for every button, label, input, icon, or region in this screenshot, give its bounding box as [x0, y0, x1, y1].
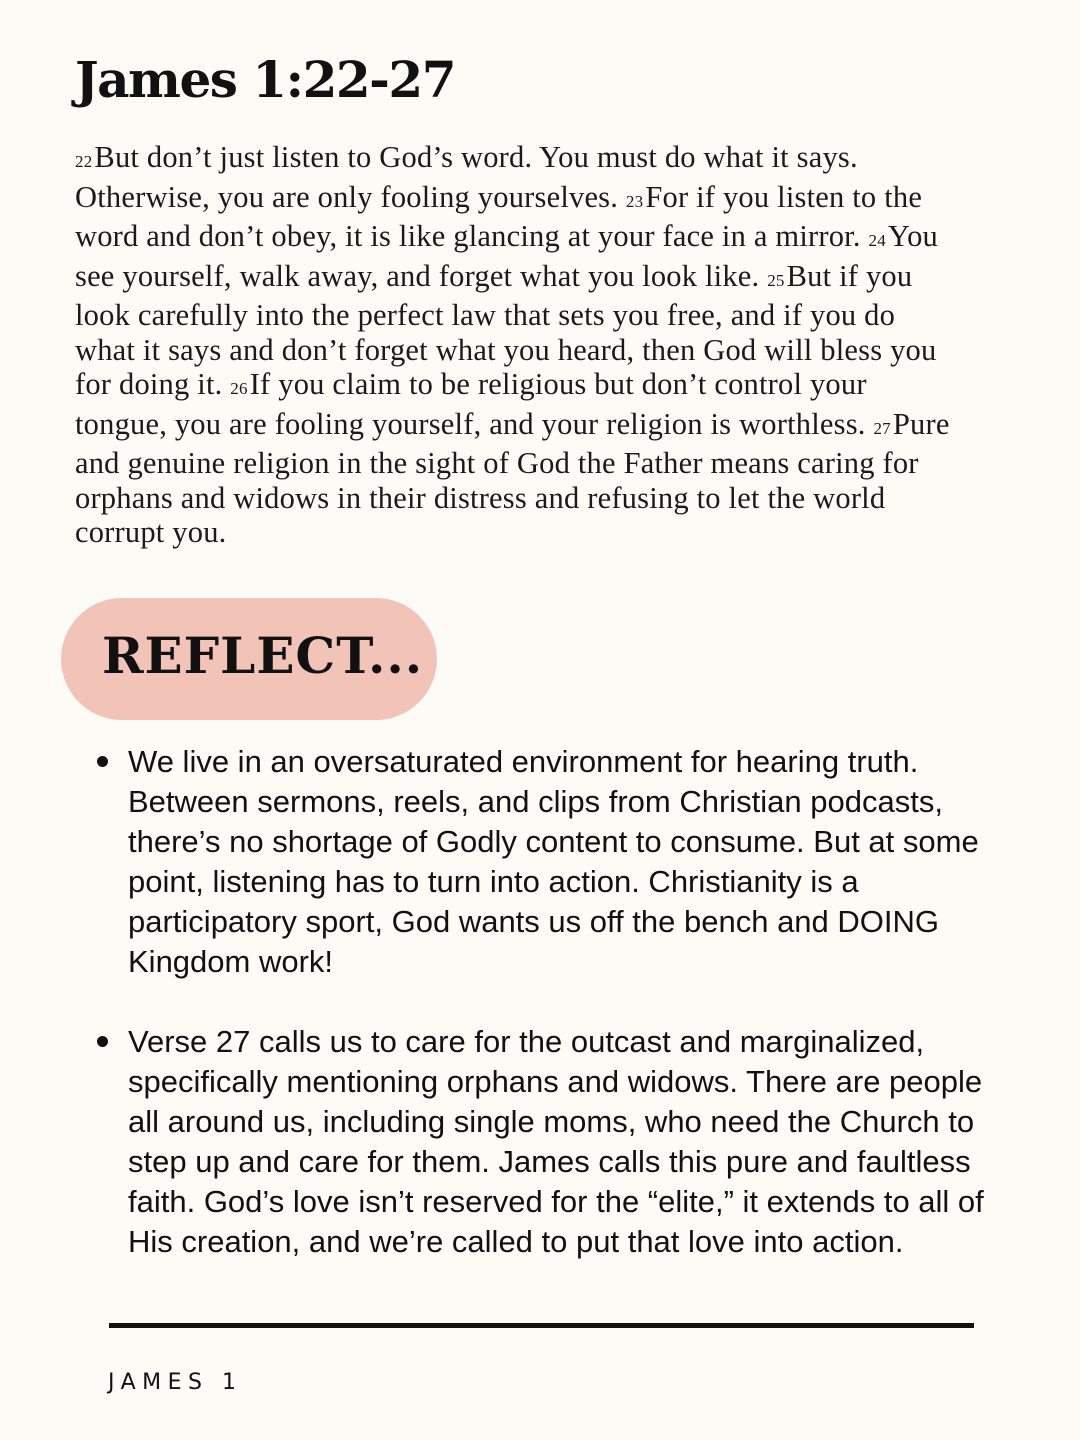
- footer-label: JAMES 1: [108, 1370, 243, 1395]
- verse-number: 24: [868, 231, 886, 250]
- bullet-icon: [97, 756, 108, 767]
- verse-number: 26: [230, 379, 248, 398]
- verse-number: 23: [625, 191, 644, 211]
- scripture-passage: [75, 140, 955, 550]
- reflection-text: We live in an oversaturated environment for hearing truth. Between sermons, reels, and clips from Christian podcasts, there’s no shortage of Godly content to consume. But at some point, listening has to turn into action. Christianity is a participatory sport, God wants us off the bench and DOING Kingdom work!: [128, 744, 979, 979]
- reflection-text: Verse 27 calls us to care for the outcast and marginalized, specifically mentioning orphans and widows. There are people all around us, including single moms, who need the Church to step up and care for them. James calls this pure and faultless faith. God’s love isn’t reserved for the “elite,” it extends to all of His creation, and we’re called to put that love into action.: [128, 1024, 984, 1259]
- reflect-heading: REFLECT...: [102, 626, 424, 685]
- verse-number: 25: [767, 270, 785, 290]
- verse-text: If you claim to be religious but don’t control your tongue, you are fooling yourself, and your religion is worthless.: [75, 367, 867, 441]
- verse-text: For if you listen to the word and don’t obey, it is like glancing at your face in a mirror.: [75, 179, 923, 253]
- page-title: James 1:22-27: [75, 50, 455, 109]
- list-item: [90, 1022, 1020, 1262]
- verse-number: 27: [873, 418, 891, 438]
- verse-text: Pure and genuine religion in the sight of God the Father means caring for orphans and widows in their distress and refusing to let the world corrupt you.: [75, 406, 950, 549]
- verse-number: 22: [75, 152, 93, 171]
- reflection-list: [90, 742, 1020, 1302]
- bullet-icon: [97, 1036, 108, 1047]
- verse-text: But don’t just listen to God’s word. You must do what it says. Otherwise, you are only fooling yourselves.: [75, 140, 858, 214]
- verse-text: But if you look carefully into the perfect law that sets you free, and if you do what it says and don’t forget what you heard, then God will bless you for doing it.: [75, 258, 937, 401]
- verse-text: You see yourself, walk away, and forget what you look like.: [75, 219, 938, 293]
- list-item: [90, 742, 1020, 982]
- footer-divider: [109, 1323, 974, 1328]
